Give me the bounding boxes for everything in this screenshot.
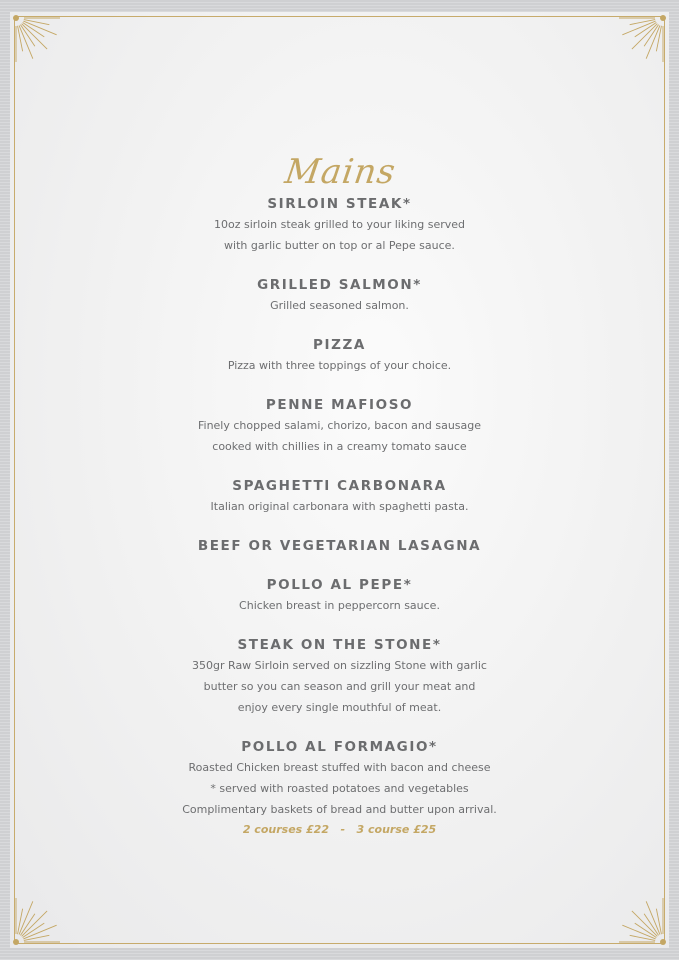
- sunburst-ray: [644, 25, 658, 47]
- dish-item: [10, 575, 669, 616]
- dish-name: BEEF OR VEGETARIAN LASAGNA: [197, 538, 482, 554]
- sunburst-center: [660, 939, 666, 945]
- dish-description-line: Finely chopped salami, chorizo, bacon and sausage: [197, 419, 482, 432]
- dish-item: [10, 335, 669, 376]
- sunburst-ray: [656, 909, 661, 935]
- dish-description-line: * served with roasted potatoes and vegetables: [210, 782, 469, 795]
- dish-item: [10, 194, 669, 256]
- sunburst-corner-icon: [11, 897, 61, 947]
- menu-content: [10, 150, 669, 840]
- dish-description-line: cooked with chillies in a creamy tomato sauce: [212, 440, 467, 453]
- dish-name: GRILLED SALMON*: [257, 277, 422, 293]
- dish-name: SIRLOIN STEAK*: [267, 196, 412, 212]
- dish-description-line: Grilled seasoned salmon.: [270, 299, 409, 312]
- dish-description-line: enjoy every single mouthful of meat.: [237, 701, 442, 714]
- sunburst-ray: [24, 20, 50, 25]
- sunburst-ray: [644, 914, 658, 936]
- dish-description-line: Pizza with three toppings of your choice.: [227, 359, 452, 372]
- sunburst-corner-icon: [618, 13, 668, 63]
- sunburst-ray: [23, 923, 45, 937]
- sunburst-ray: [635, 22, 657, 36]
- dish-name: PIZZA: [313, 337, 366, 353]
- dish-name: POLLO AL PEPE*: [266, 577, 413, 593]
- dish-description-line: with garlic butter on top or al Pepe sauce.: [224, 239, 455, 252]
- dish-name: POLLO AL FORMAGIO*: [241, 739, 438, 755]
- dish-item: [10, 275, 669, 316]
- sunburst-ray: [20, 25, 34, 47]
- sunburst-ray: [656, 26, 661, 52]
- dish-item: [10, 395, 669, 457]
- section-heading: Mains: [282, 152, 399, 192]
- dish-name: SPAGHETTI CARBONARA: [232, 478, 447, 494]
- sunburst-corner-icon: [11, 13, 61, 63]
- dish-item: [10, 536, 669, 556]
- dish-name: STEAK ON THE STONE*: [237, 637, 442, 653]
- sunburst-ray: [635, 923, 657, 937]
- sunburst-ray: [20, 914, 34, 936]
- dish-name: PENNE MAFIOSO: [265, 397, 414, 413]
- sunburst-ray: [18, 909, 23, 935]
- sunburst-ray: [24, 935, 50, 940]
- dish-item: [10, 635, 669, 718]
- dish-description-line: 10oz sirloin steak grilled to your liking served: [214, 218, 465, 231]
- dish-item: [10, 737, 669, 820]
- dish-description-line: Chicken breast in peppercorn sauce.: [239, 599, 440, 612]
- sunburst-ray: [630, 20, 656, 25]
- dish-item: [10, 476, 669, 517]
- dish-description-line: butter so you can season and grill your meat and: [203, 680, 476, 693]
- sunburst-corner-icon: [618, 897, 668, 947]
- sunburst-ray: [23, 22, 45, 36]
- sunburst-center: [13, 15, 19, 21]
- sunburst-ray: [630, 935, 656, 940]
- sunburst-center: [13, 939, 19, 945]
- sunburst-ray: [18, 26, 23, 52]
- sunburst-center: [660, 15, 666, 21]
- dish-description-line: 350gr Raw Sirloin served on sizzling Stone with garlic: [192, 659, 487, 672]
- dish-description-line: Complimentary baskets of bread and butter upon arrival.: [182, 803, 497, 816]
- course-pricing: 2 courses £22 - 3 course £25: [242, 823, 437, 836]
- menu-page: [10, 12, 669, 948]
- dish-description-line: Roasted Chicken breast stuffed with bacon and cheese: [188, 761, 491, 774]
- dish-description-line: Italian original carbonara with spaghetti pasta.: [210, 500, 469, 513]
